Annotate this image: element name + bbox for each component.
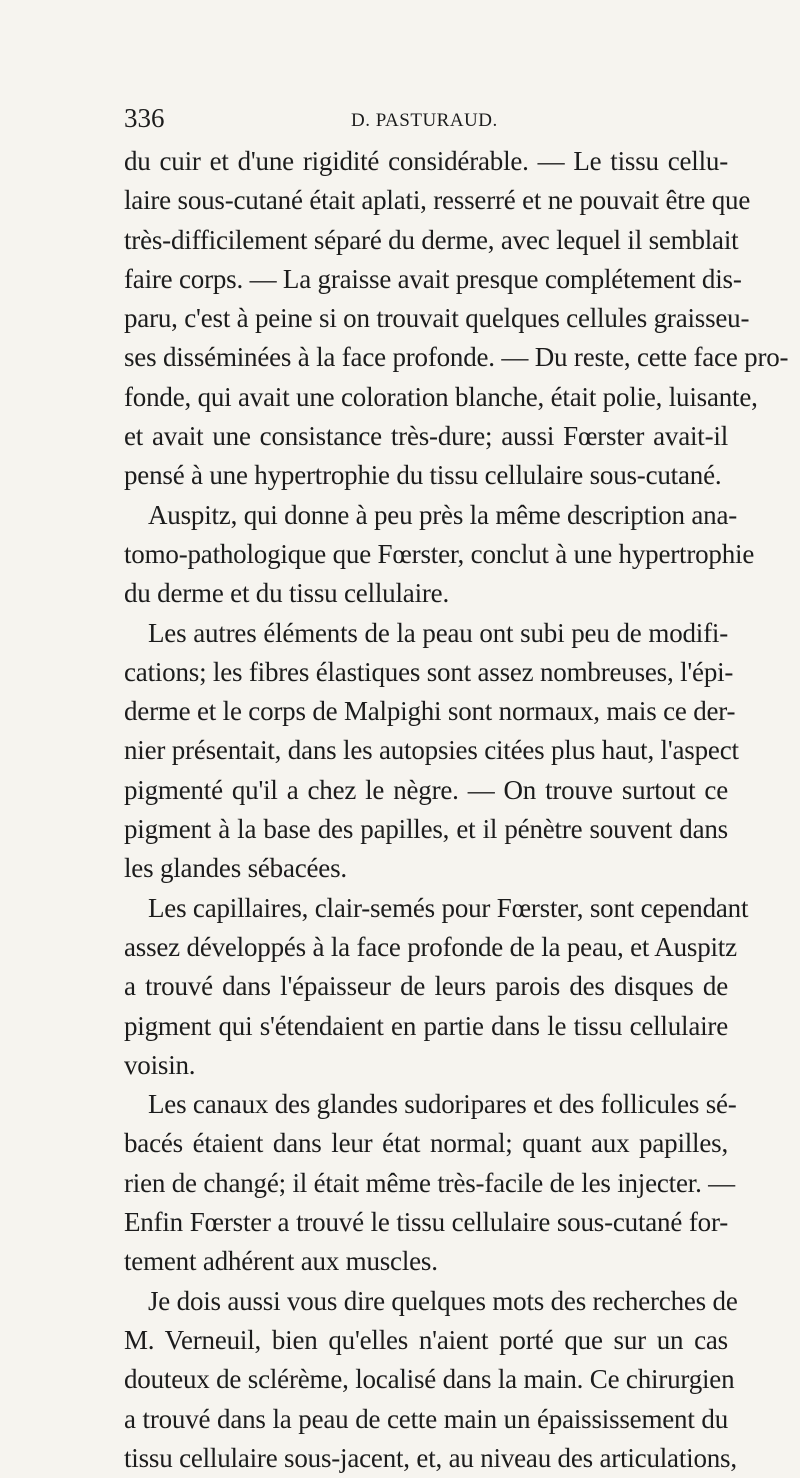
page-number: 336 — [124, 103, 165, 133]
text-line: a trouvé dans la peau de cette main un épaississement du — [124, 1403, 728, 1434]
text-line: a trouvé dans l'épaisseur de leurs parois des disques de — [124, 971, 728, 1002]
text-line: rien de changé; il était même très-facile de les injecter. — — [124, 1167, 735, 1198]
text-line: tement adhérent aux muscles. — [124, 1246, 438, 1277]
text-line: pigment à la base des papilles, et il pénètre souvent dans — [124, 814, 728, 845]
text-line: Je dois aussi vous dire quelques mots des recherches de — [148, 1285, 738, 1316]
text-line: paru, c'est à peine si on trouvait quelques cellules graisseu- — [124, 303, 750, 334]
text-line: M. Verneuil, bien qu'elles n'aient porté que sur un cas — [124, 1324, 728, 1355]
text-line: du cuir et d'une rigidité considérable. — Le tissu cellu- — [124, 146, 728, 176]
text-line: Les canaux des glandes sudoripares et des follicules sé- — [148, 1089, 737, 1120]
text-line: cations; les fibres élastiques sont assez nombreuses, l'épi- — [124, 656, 734, 687]
text-line: pensé à une hypertrophie du tissu cellulaire sous-cutané. — [124, 460, 722, 491]
body-text — [124, 142, 789, 1478]
text-line: laire sous-cutané était aplati, resserré et ne pouvait être que — [124, 185, 751, 216]
text-line: et avait une consistance très-dure; aussi Fœrster avait-il — [124, 421, 728, 452]
text-line: pigment qui s'étendaient en partie dans le tissu cellulaire — [124, 1010, 728, 1041]
text-line: Les autres éléments de la peau ont subi peu de modifi- — [148, 617, 728, 648]
text-line: bacés étaient dans leur état normal; quant aux papilles, — [124, 1128, 728, 1159]
text-line: derme et le corps de Malpighi sont normaux, mais ce der- — [124, 696, 736, 727]
text-line: pigmenté qu'il a chez le nègre. — On trouve surtout ce — [124, 774, 728, 805]
text-line: tissu cellulaire sous-jacent, et, au niveau des articulations, — [124, 1442, 737, 1473]
text-line: Les capillaires, clair-semés pour Fœrster, sont cependant — [148, 892, 749, 923]
text-line: voisin. — [124, 1049, 196, 1080]
text-line: Auspitz, qui donne à peu près la même description ana- — [148, 499, 738, 530]
text-line: Enfin Fœrster a trouvé le tissu cellulaire sous-cutané for- — [124, 1207, 728, 1238]
running-head: D. PASTURAUD. — [351, 110, 498, 131]
text-line: très-difficilement séparé du derme, avec lequel il semblait — [124, 224, 739, 255]
text-line: assez développés à la face profonde de la peau, et Auspitz — [124, 931, 737, 962]
text-line: douteux de sclérème, localisé dans la main. Ce chirurgien — [124, 1364, 735, 1395]
text-line: fonde, qui avait une coloration blanche, était polie, luisante, — [124, 381, 758, 412]
text-line: tomo-pathologique que Fœrster, conclut à une hypertrophie — [124, 538, 755, 569]
text-line: nier présentait, dans les autopsies citées plus haut, l'aspect — [124, 735, 739, 766]
text-line: du derme et du tissu cellulaire. — [124, 578, 449, 609]
page-header — [124, 98, 728, 138]
text-line: faire corps. — La graisse avait presque complétement dis- — [124, 263, 742, 294]
text-line: les glandes sébacées. — [124, 853, 347, 884]
text-line: ses disséminées à la face profonde. — Du reste, cette face pro- — [124, 342, 789, 373]
